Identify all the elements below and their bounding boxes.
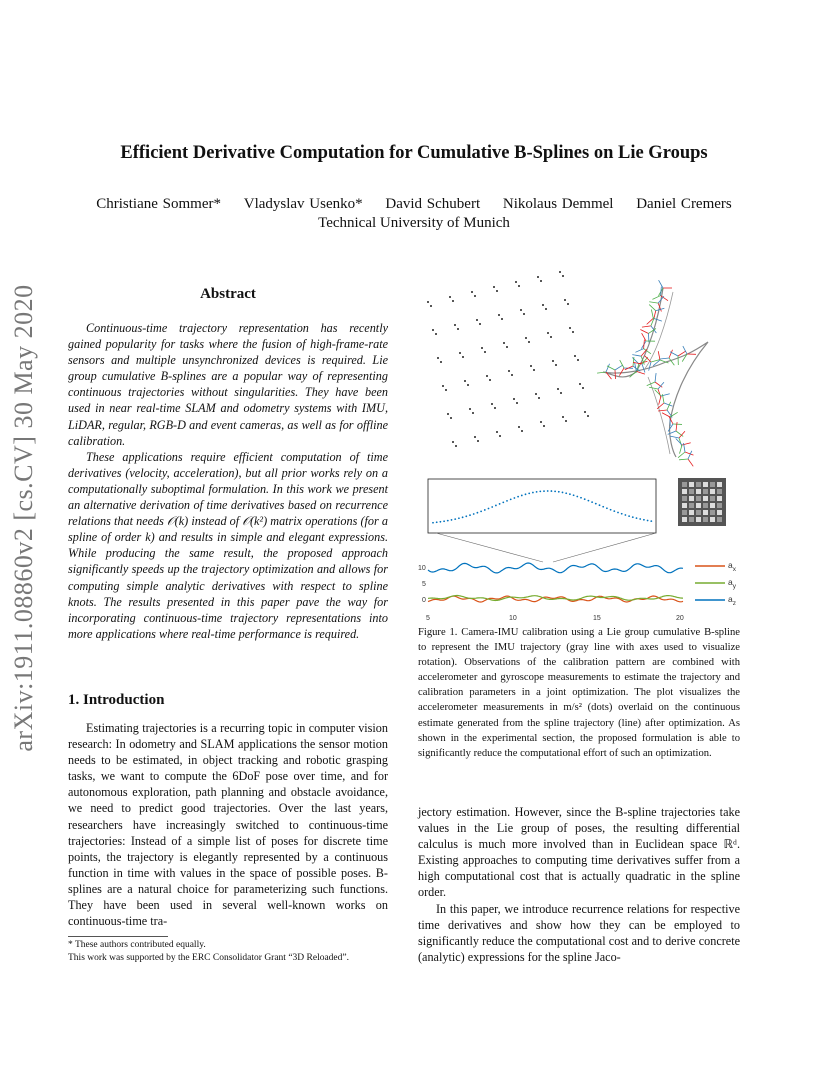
pattern-cell [710,510,715,515]
abstract-heading: Abstract [200,286,256,302]
rotation-axis [658,351,660,360]
observation-dot [471,291,473,293]
measurement-dot [588,500,590,502]
observation-dot [503,342,505,344]
abstract-body [68,320,388,642]
body-paragraph: jectory estimation. However, since the B-spline trajectories take values in the Lie group of poses, the resulting differential calculus is much more involved than in Euclidean space ℝᵈ. Existing approaches to computing time derivatives suffer from a high computational cost that is actually quadratic in the spline order. [418,805,740,900]
measurement-dot [539,491,541,493]
measurement-dot [473,513,475,515]
rotation-axis [667,402,671,410]
rotation-axis [649,305,656,311]
pattern-cell [717,489,722,494]
observation-dot [523,313,525,315]
measurement-dot [565,492,567,494]
pattern-cell [696,510,701,515]
measurement-dot [495,505,497,507]
measurement-dot [602,506,604,508]
observation-dot [479,323,481,325]
measurement-dot [491,506,493,508]
observation-dot [489,379,491,381]
arxiv-sidebar [4,268,44,768]
footnote: This work was supported by the ERC Consolidator Grant “3D Reloaded”. [68,953,349,963]
pattern-cell [717,482,722,487]
observation-dot [537,276,539,278]
pattern-cell [703,482,708,487]
measurement-dot [506,500,508,502]
observation-dot [542,304,544,306]
measurement-dot [650,520,652,522]
measurement-dot [551,490,553,492]
observation-dot [552,360,554,362]
rotation-axis [661,287,662,296]
x-tick: 10 [509,615,517,622]
observation-dot [550,336,552,338]
pattern-cell [703,496,708,501]
observation-dot [435,333,437,335]
rotation-axis [607,366,615,370]
measurement-dot [543,490,545,492]
rotation-axis [655,382,662,387]
measurement-dot [462,516,464,518]
measurement-dot [606,507,608,509]
measurement-dot [525,493,527,495]
observation-dot [462,356,464,358]
author: Christiane Sommer* [96,196,221,212]
rotation-axis [615,365,623,370]
measurement-dot [547,490,549,492]
observation-dot [464,380,466,382]
pattern-cell [682,482,687,487]
pattern-cell [689,496,694,501]
figure-1 [408,262,828,622]
measurement-dot [510,499,512,501]
observation-dot [493,286,495,288]
accelerometer-plot [428,563,683,602]
author: Vladyslav Usenko* [243,196,363,212]
observation-dot [447,413,449,415]
observation-dot [481,347,483,349]
observation-dot [525,337,527,339]
observation-dot [564,299,566,301]
rotation-axis [642,364,645,372]
measurement-dot [610,509,612,511]
rotation-axis [660,358,669,359]
rotation-axis [649,387,658,389]
measurement-dot [632,516,634,518]
measurement-dot [440,521,442,523]
rotation-axis [670,436,679,438]
figure-caption: Figure 1. Camera-IMU calibration using a Lie group cumulative B-spline to represent the IMU trajectory (gray line with axes used to visualize rotation). Observations of the calibration pattern are combined with accelerometer and gyroscope measurements to estimate the trajectory and calibration parameters in a joint optimization. The plot visualizes the accelerometer measurements in m/s² (dots) overlaid on the continuous estimate generated from the spline trajectory (line) after optimization. As shown in the experimental section, the proposed formulation is able to significantly reduce the computational effort of such an optimization. [418,627,740,759]
observation-dot [469,408,471,410]
measurement-dot [625,514,627,516]
measurement-dot [488,508,490,510]
measurement-dot [432,522,434,524]
observation-dot [574,355,576,357]
observation-dot [484,351,486,353]
author: Daniel Cremers [636,196,732,212]
observation-dot [486,375,488,377]
observation-dot [499,435,501,437]
pattern-cell [717,517,722,522]
observation-dot [555,364,557,366]
measurement-dot [613,510,615,512]
measurement-dot [451,519,453,521]
rotation-axis [688,451,692,459]
rotation-axis [635,349,643,353]
observation-dot [496,431,498,433]
rotation-axis [670,352,678,356]
measurement-dot [514,497,516,499]
observation-dot [560,392,562,394]
observation-dot [587,415,589,417]
pattern-cell [710,489,715,494]
pattern-cell [710,496,715,501]
measurement-dot [499,503,501,505]
observation-dot [491,403,493,405]
measurement-dot [591,501,593,503]
y-tick: 0 [422,597,426,604]
observation-dot [445,389,447,391]
legend-label-ay: $a_y$ [728,577,736,590]
legend-label-az: $a_z$ [728,594,736,607]
y-tick: 10 [418,565,426,572]
measurement-dot [528,492,530,494]
measurement-dot [595,503,597,505]
observation-dot [513,398,515,400]
rotation-axis [642,333,646,341]
series-az-line [428,563,683,573]
measurement-dot [517,496,519,498]
pattern-cell [689,503,694,508]
rotation-axis [664,403,672,406]
introduction-body [68,720,388,929]
pattern-cell [703,517,708,522]
observation-dot [457,328,459,330]
section-heading: 1. Introduction [68,692,165,708]
observation-dot [518,426,520,428]
measurement-dot [639,518,641,520]
rotation-axis [669,350,673,358]
rotation-axis [651,310,653,319]
pattern-cell [689,517,694,522]
rotation-axis [645,356,651,362]
observation-dot [562,416,564,418]
zoom-connector [553,533,656,562]
intro-paragraph: Estimating trajectories is a recurring topic in computer vision research: In odometry and SLAM applications the sensor motion needs to be estimated, in object tracking and robotic grasping tasks, we want to compute the 6DoF pose over time, and for autonomous exploration, path planning and obstacle avoidance, we need to predict good trajectories. Over the last years, researchers have increasingly switched to continuous-time trajectories: Instead of a simple list of poses for discrete time points, the trajectory is elegantly represented by a continuous function in time with values in the space of possible poses. B-splines are a natural choice for parameterizing such functions. They have been used in several well-known works on continuous-time tra- [68,721,388,929]
pattern-cell [689,489,694,494]
observation-dot [515,281,517,283]
measurement-dot [562,492,564,494]
rotation-axis [632,355,641,357]
observation-dot [477,440,479,442]
measurement-dot [584,498,586,500]
zoom-inset-frame [428,479,656,533]
observation-dot [543,425,545,427]
pattern-cell [682,489,687,494]
author-list [0,196,828,213]
pattern-cell [696,503,701,508]
measurement-dot [436,521,438,523]
rotation-axis [655,373,656,382]
observation-dot [440,361,442,363]
observation-dot [577,359,579,361]
rotation-axis [655,390,661,396]
measurement-dot [477,512,479,514]
calibration-pattern-image [678,478,726,526]
pattern-cell [717,496,722,501]
rotation-axis [640,329,648,333]
observation-dot [459,352,461,354]
measurement-dot [458,517,460,519]
observation-dot [432,329,434,331]
legend-label-ax: $a_x$ [728,560,736,573]
measurement-dot [521,495,523,497]
rotation-axis [659,396,661,405]
measurement-dot [647,520,649,522]
zoom-inset-points [432,490,652,524]
pattern-cell [682,496,687,501]
rotation-axis [658,382,664,389]
observation-dot [452,441,454,443]
trajectory-3d [597,280,708,466]
rotation-axis [668,431,676,434]
rotation-axis [676,431,683,436]
observation-dot [516,402,518,404]
trajectory-line [644,292,673,454]
x-tick: 15 [593,615,601,622]
observation-dot [562,275,564,277]
measurement-dot [469,514,471,516]
rotation-axis [644,340,645,349]
y-tick: 5 [422,581,426,588]
observation-dot [506,346,508,348]
pattern-cell [689,482,694,487]
pattern-cell [696,496,701,501]
observation-dot [449,296,451,298]
observation-dot [584,411,586,413]
observation-dot [454,324,456,326]
measurement-dot [480,510,482,512]
observation-dot [494,407,496,409]
pattern-cell [710,517,715,522]
rotation-axis [685,452,693,455]
rotation-axis [619,368,624,376]
rotation-axis [688,459,693,466]
observation-dot [521,430,523,432]
author: David Schubert [385,196,481,212]
arxiv-id: arXiv:1911.08860v2 [cs.CV] 30 May 2020 [9,284,38,752]
measurement-dot [536,491,538,493]
observation-dot [540,280,542,282]
pattern-cell [717,510,722,515]
observation-dot [547,332,549,334]
observation-dot [442,385,444,387]
pattern-cell [689,510,694,515]
observation-dot [427,301,429,303]
observation-dot [430,305,432,307]
observation-dot [582,387,584,389]
rotation-axis [680,445,682,454]
body-paragraph: In this paper, we introduce recurrence relations for respective time derivatives and show how they can be employed to significantly reduce the computational cost and to derive concrete (analytic) expressions for the spline Jaco- [418,901,740,964]
measurement-dot [621,513,623,515]
measurement-dot [484,509,486,511]
rotation-axis [679,431,685,438]
observation-dot [496,290,498,292]
measurement-dot [617,512,619,514]
zoom-connector [436,533,543,562]
pattern-cell [717,503,722,508]
observation-dot [569,327,571,329]
observation-dot [520,309,522,311]
observation-dot [455,445,457,447]
measurement-dot [558,491,560,493]
measurement-dot [636,517,638,519]
measurement-dot [502,501,504,503]
pattern-cell [696,482,701,487]
abstract-paragraph: These applications require efficient computation of time derivatives (velocity, acceleration), but all prior works rely on a computationally suboptimal formulation. In this work we present an alternative derivation of time derivatives based on recurrence relations that needs 𝒪(k) instead of 𝒪(k²) matrix operations (for a spline of order k) and results in simple and elegant expressions. While producing the same result, the proposed approach significantly speeds up the trajectory optimization and allows for computing simple analytic derivatives with respect to spline knots. The results presented in this paper pave the way for incorporating continuous-time trajectory representations into more applications where real-time performance is required. [68,449,388,641]
rotation-axis [652,296,660,300]
calibration-observations [427,271,589,447]
pattern-cell [703,489,708,494]
pattern-cell [710,482,715,487]
measurement-dot [443,520,445,522]
observation-dot [474,295,476,297]
rotation-axis [649,362,651,371]
footnote: * These authors contributed equally. [68,940,206,950]
measurement-dot [643,519,645,521]
pattern-cell [710,503,715,508]
abstract-paragraph: Continuous-time trajectory representation has recently gained popularity for tasks where the fusion of high-frame-rate sensors and multiple unsynchronized devices is required. Lie group cumulative B-splines are a popular way of representing continuous trajectories without singularities. They have been used in near real-time SLAM and odometry systems with IMU, LiDAR, regular, RGB-D and event cameras, as well as for offline calibration. [68,321,388,448]
rotation-axis [649,302,658,303]
measurement-dot [554,490,556,492]
rotation-axis [606,364,610,372]
observation-dot [472,412,474,414]
observation-dot [511,374,513,376]
x-tick: 20 [676,615,684,622]
pattern-cell [696,517,701,522]
rotation-axis [678,452,685,458]
paper-title: Efficient Derivative Computation for Cumulative B-Splines on Lie Groups [120,143,708,163]
observation-dot [498,314,500,316]
observation-dot [538,397,540,399]
observation-dot [508,370,510,372]
observation-dot [565,420,567,422]
pattern-cell [682,510,687,515]
observation-dot [528,341,530,343]
measurement-dot [576,496,578,498]
observation-dot [533,369,535,371]
observation-dot [579,383,581,385]
measurement-dot [454,518,456,520]
measurement-dot [532,492,534,494]
pattern-cell [703,510,708,515]
observation-dot [452,300,454,302]
right-column-body [418,804,740,965]
rotation-axis [676,422,677,431]
observation-dot [518,285,520,287]
pattern-cell [696,489,701,494]
rotation-axis [642,326,651,327]
rotation-axis [679,459,688,460]
x-tick: 5 [426,615,430,622]
pattern-cell [682,503,687,508]
observation-dot [530,365,532,367]
measurement-dot [580,497,582,499]
observation-dot [540,421,542,423]
observation-dot [501,318,503,320]
measurement-dot [599,504,601,506]
observation-dot [559,271,561,273]
rotation-axis [676,438,682,445]
pattern-cell [682,517,687,522]
measurement-dot [573,494,575,496]
observation-dot [450,417,452,419]
rotation-axis [636,371,645,374]
observation-dot [535,393,537,395]
rotation-axis [659,280,663,288]
footnote-rule [68,936,168,937]
figure-graphic [408,262,828,622]
observation-dot [572,331,574,333]
measurement-dot [628,515,630,517]
observation-dot [467,384,469,386]
affiliation: Technical University of Munich [318,215,510,231]
observation-dot [437,357,439,359]
observation-dot [545,308,547,310]
measurement-dot [465,515,467,517]
observation-dot [567,303,569,305]
measurement-dot [569,493,571,495]
measurement-dot [447,520,449,522]
author: Nikolaus Demmel [502,196,614,212]
observation-dot [557,388,559,390]
observation-dot [476,319,478,321]
observation-dot [474,436,476,438]
pattern-cell [703,503,708,508]
